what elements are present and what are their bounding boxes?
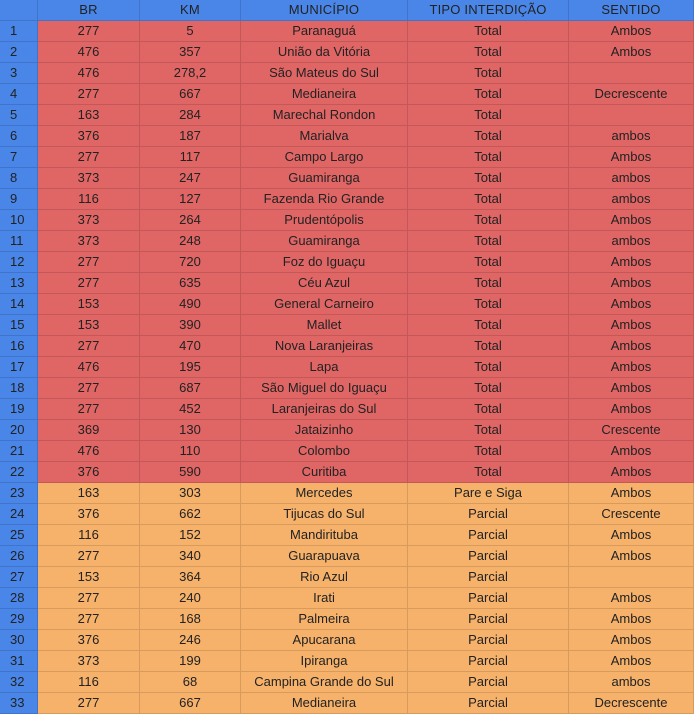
cell-br[interactable]: 277 — [38, 273, 140, 294]
cell-km[interactable]: 110 — [140, 441, 241, 462]
cell-km[interactable]: 5 — [140, 21, 241, 42]
cell-municipio[interactable]: Curitiba — [241, 462, 408, 483]
cell-sentido[interactable]: Ambos — [569, 651, 694, 672]
cell-br[interactable]: 277 — [38, 588, 140, 609]
cell-km[interactable]: 187 — [140, 126, 241, 147]
row-number[interactable]: 7 — [0, 147, 38, 168]
cell-br[interactable]: 277 — [38, 609, 140, 630]
cell-sentido[interactable]: Ambos — [569, 21, 694, 42]
cell-br[interactable]: 116 — [38, 525, 140, 546]
cell-br[interactable]: 116 — [38, 672, 140, 693]
cell-municipio[interactable]: Rio Azul — [241, 567, 408, 588]
cell-km[interactable]: 240 — [140, 588, 241, 609]
cell-km[interactable]: 590 — [140, 462, 241, 483]
cell-municipio[interactable]: Campina Grande do Sul — [241, 672, 408, 693]
cell-br[interactable]: 376 — [38, 504, 140, 525]
cell-sentido[interactable]: Crescente — [569, 420, 694, 441]
cell-tipo-interdicao[interactable]: Total — [408, 210, 569, 231]
cell-tipo-interdicao[interactable]: Total — [408, 168, 569, 189]
cell-sentido[interactable]: Ambos — [569, 483, 694, 504]
cell-br[interactable]: 373 — [38, 651, 140, 672]
cell-br[interactable]: 476 — [38, 63, 140, 84]
cell-tipo-interdicao[interactable]: Parcial — [408, 630, 569, 651]
cell-sentido[interactable]: Ambos — [569, 147, 694, 168]
cell-br[interactable]: 373 — [38, 231, 140, 252]
cell-km[interactable]: 278,2 — [140, 63, 241, 84]
column-header-sentido[interactable]: SENTIDO — [569, 0, 694, 21]
cell-municipio[interactable]: São Mateus do Sul — [241, 63, 408, 84]
cell-municipio[interactable]: Mercedes — [241, 483, 408, 504]
cell-km[interactable]: 452 — [140, 399, 241, 420]
row-number[interactable]: 8 — [0, 168, 38, 189]
cell-sentido[interactable]: ambos — [569, 168, 694, 189]
cell-municipio[interactable]: Jataizinho — [241, 420, 408, 441]
row-number[interactable]: 11 — [0, 231, 38, 252]
cell-sentido[interactable] — [569, 63, 694, 84]
cell-sentido[interactable]: ambos — [569, 672, 694, 693]
cell-br[interactable]: 277 — [38, 84, 140, 105]
cell-km[interactable]: 662 — [140, 504, 241, 525]
cell-tipo-interdicao[interactable]: Total — [408, 126, 569, 147]
column-header-municipio[interactable]: MUNICÍPIO — [241, 0, 408, 21]
row-number[interactable]: 26 — [0, 546, 38, 567]
cell-tipo-interdicao[interactable]: Parcial — [408, 588, 569, 609]
row-number[interactable]: 3 — [0, 63, 38, 84]
cell-municipio[interactable]: Laranjeiras do Sul — [241, 399, 408, 420]
cell-tipo-interdicao[interactable]: Parcial — [408, 546, 569, 567]
cell-tipo-interdicao[interactable]: Total — [408, 42, 569, 63]
row-number[interactable]: 15 — [0, 315, 38, 336]
cell-br[interactable]: 369 — [38, 420, 140, 441]
cell-tipo-interdicao[interactable]: Total — [408, 273, 569, 294]
cell-km[interactable]: 247 — [140, 168, 241, 189]
cell-km[interactable]: 667 — [140, 84, 241, 105]
row-number[interactable]: 12 — [0, 252, 38, 273]
cell-municipio[interactable]: Mallet — [241, 315, 408, 336]
cell-sentido[interactable]: Ambos — [569, 441, 694, 462]
cell-municipio[interactable]: Lapa — [241, 357, 408, 378]
row-number[interactable]: 5 — [0, 105, 38, 126]
cell-municipio[interactable]: Medianeira — [241, 693, 408, 714]
cell-municipio[interactable]: Prudentópolis — [241, 210, 408, 231]
row-number[interactable]: 25 — [0, 525, 38, 546]
cell-municipio[interactable]: Marechal Rondon — [241, 105, 408, 126]
cell-municipio[interactable]: Colombo — [241, 441, 408, 462]
cell-municipio[interactable]: São Miguel do Iguaçu — [241, 378, 408, 399]
cell-tipo-interdicao[interactable]: Total — [408, 294, 569, 315]
cell-sentido[interactable] — [569, 105, 694, 126]
cell-km[interactable]: 246 — [140, 630, 241, 651]
cell-km[interactable]: 117 — [140, 147, 241, 168]
row-number[interactable]: 1 — [0, 21, 38, 42]
cell-sentido[interactable]: Crescente — [569, 504, 694, 525]
cell-br[interactable]: 277 — [38, 546, 140, 567]
cell-tipo-interdicao[interactable]: Total — [408, 231, 569, 252]
cell-municipio[interactable]: Palmeira — [241, 609, 408, 630]
row-number[interactable]: 28 — [0, 588, 38, 609]
cell-municipio[interactable]: Guarapuava — [241, 546, 408, 567]
cell-km[interactable]: 470 — [140, 336, 241, 357]
cell-sentido[interactable]: Ambos — [569, 294, 694, 315]
cell-km[interactable]: 248 — [140, 231, 241, 252]
cell-km[interactable]: 635 — [140, 273, 241, 294]
cell-km[interactable]: 68 — [140, 672, 241, 693]
row-number[interactable]: 4 — [0, 84, 38, 105]
cell-km[interactable]: 264 — [140, 210, 241, 231]
cell-tipo-interdicao[interactable]: Parcial — [408, 672, 569, 693]
cell-municipio[interactable]: Guamiranga — [241, 231, 408, 252]
row-number[interactable]: 14 — [0, 294, 38, 315]
cell-municipio[interactable]: União da Vitória — [241, 42, 408, 63]
cell-sentido[interactable]: Decrescente — [569, 84, 694, 105]
cell-sentido[interactable]: Ambos — [569, 273, 694, 294]
cell-sentido[interactable]: Ambos — [569, 378, 694, 399]
cell-br[interactable]: 277 — [38, 693, 140, 714]
cell-tipo-interdicao[interactable]: Total — [408, 462, 569, 483]
cell-municipio[interactable]: Guamiranga — [241, 168, 408, 189]
cell-tipo-interdicao[interactable]: Parcial — [408, 504, 569, 525]
row-number[interactable]: 24 — [0, 504, 38, 525]
cell-sentido[interactable] — [569, 567, 694, 588]
cell-br[interactable]: 153 — [38, 315, 140, 336]
row-number[interactable]: 27 — [0, 567, 38, 588]
cell-sentido[interactable]: Ambos — [569, 210, 694, 231]
cell-br[interactable]: 373 — [38, 210, 140, 231]
cell-br[interactable]: 476 — [38, 357, 140, 378]
cell-municipio[interactable]: Apucarana — [241, 630, 408, 651]
cell-km[interactable]: 199 — [140, 651, 241, 672]
row-number[interactable]: 9 — [0, 189, 38, 210]
cell-tipo-interdicao[interactable]: Parcial — [408, 525, 569, 546]
cell-br[interactable]: 277 — [38, 378, 140, 399]
cell-sentido[interactable]: Ambos — [569, 546, 694, 567]
row-number[interactable]: 23 — [0, 483, 38, 504]
cell-tipo-interdicao[interactable]: Total — [408, 21, 569, 42]
cell-br[interactable]: 376 — [38, 462, 140, 483]
cell-tipo-interdicao[interactable]: Total — [408, 315, 569, 336]
row-number[interactable]: 20 — [0, 420, 38, 441]
row-number[interactable]: 6 — [0, 126, 38, 147]
cell-br[interactable]: 476 — [38, 441, 140, 462]
cell-sentido[interactable]: ambos — [569, 189, 694, 210]
cell-br[interactable]: 277 — [38, 252, 140, 273]
cell-km[interactable]: 357 — [140, 42, 241, 63]
cell-br[interactable]: 373 — [38, 168, 140, 189]
cell-tipo-interdicao[interactable]: Total — [408, 84, 569, 105]
cell-municipio[interactable]: Mandirituba — [241, 525, 408, 546]
cell-sentido[interactable]: Ambos — [569, 315, 694, 336]
column-header-br[interactable]: BR — [38, 0, 140, 21]
cell-km[interactable]: 168 — [140, 609, 241, 630]
cell-km[interactable]: 127 — [140, 189, 241, 210]
cell-km[interactable]: 390 — [140, 315, 241, 336]
cell-km[interactable]: 152 — [140, 525, 241, 546]
cell-sentido[interactable]: ambos — [569, 126, 694, 147]
cell-tipo-interdicao[interactable]: Total — [408, 420, 569, 441]
row-number[interactable]: 17 — [0, 357, 38, 378]
cell-municipio[interactable]: Medianeira — [241, 84, 408, 105]
row-number[interactable]: 2 — [0, 42, 38, 63]
cell-tipo-interdicao[interactable]: Pare e Siga — [408, 483, 569, 504]
cell-sentido[interactable]: Ambos — [569, 336, 694, 357]
cell-sentido[interactable]: Ambos — [569, 525, 694, 546]
cell-tipo-interdicao[interactable]: Parcial — [408, 693, 569, 714]
cell-municipio[interactable]: Marialva — [241, 126, 408, 147]
cell-municipio[interactable]: Irati — [241, 588, 408, 609]
cell-sentido[interactable]: Ambos — [569, 357, 694, 378]
cell-tipo-interdicao[interactable]: Parcial — [408, 567, 569, 588]
cell-tipo-interdicao[interactable]: Total — [408, 336, 569, 357]
cell-sentido[interactable]: ambos — [569, 231, 694, 252]
cell-municipio[interactable]: Campo Largo — [241, 147, 408, 168]
row-number[interactable]: 19 — [0, 399, 38, 420]
cell-municipio[interactable]: Nova Laranjeiras — [241, 336, 408, 357]
cell-sentido[interactable]: Ambos — [569, 588, 694, 609]
row-number[interactable]: 29 — [0, 609, 38, 630]
cell-tipo-interdicao[interactable]: Parcial — [408, 651, 569, 672]
cell-br[interactable]: 153 — [38, 294, 140, 315]
cell-tipo-interdicao[interactable]: Parcial — [408, 609, 569, 630]
row-number[interactable]: 30 — [0, 630, 38, 651]
cell-km[interactable]: 195 — [140, 357, 241, 378]
cell-tipo-interdicao[interactable]: Total — [408, 105, 569, 126]
cell-br[interactable]: 153 — [38, 567, 140, 588]
cell-municipio[interactable]: Paranaguá — [241, 21, 408, 42]
cell-km[interactable]: 284 — [140, 105, 241, 126]
cell-br[interactable]: 277 — [38, 147, 140, 168]
cell-municipio[interactable]: Ipiranga — [241, 651, 408, 672]
cell-sentido[interactable]: Ambos — [569, 462, 694, 483]
row-number[interactable]: 10 — [0, 210, 38, 231]
cell-sentido[interactable]: Ambos — [569, 42, 694, 63]
cell-br[interactable]: 476 — [38, 42, 140, 63]
cell-municipio[interactable]: Fazenda Rio Grande — [241, 189, 408, 210]
column-header-tipo-interdicao[interactable]: TIPO INTERDIÇÃO — [408, 0, 569, 21]
cell-br[interactable]: 163 — [38, 483, 140, 504]
cell-tipo-interdicao[interactable]: Total — [408, 441, 569, 462]
cell-br[interactable]: 277 — [38, 336, 140, 357]
row-number[interactable]: 21 — [0, 441, 38, 462]
row-number[interactable]: 13 — [0, 273, 38, 294]
cell-tipo-interdicao[interactable]: Total — [408, 252, 569, 273]
cell-sentido[interactable]: Ambos — [569, 252, 694, 273]
cell-km[interactable]: 340 — [140, 546, 241, 567]
cell-km[interactable]: 130 — [140, 420, 241, 441]
cell-br[interactable]: 376 — [38, 126, 140, 147]
cell-km[interactable]: 303 — [140, 483, 241, 504]
row-number[interactable]: 18 — [0, 378, 38, 399]
cell-municipio[interactable]: General Carneiro — [241, 294, 408, 315]
cell-sentido[interactable]: Ambos — [569, 399, 694, 420]
cell-sentido[interactable]: Decrescente — [569, 693, 694, 714]
cell-tipo-interdicao[interactable]: Total — [408, 147, 569, 168]
cell-municipio[interactable]: Tijucas do Sul — [241, 504, 408, 525]
cell-tipo-interdicao[interactable]: Total — [408, 378, 569, 399]
cell-km[interactable]: 364 — [140, 567, 241, 588]
cell-km[interactable]: 720 — [140, 252, 241, 273]
column-header-km[interactable]: KM — [140, 0, 241, 21]
cell-br[interactable]: 163 — [38, 105, 140, 126]
row-number[interactable]: 31 — [0, 651, 38, 672]
cell-tipo-interdicao[interactable]: Total — [408, 63, 569, 84]
row-number[interactable]: 22 — [0, 462, 38, 483]
cell-municipio[interactable]: Céu Azul — [241, 273, 408, 294]
cell-br[interactable]: 116 — [38, 189, 140, 210]
cell-tipo-interdicao[interactable]: Total — [408, 189, 569, 210]
cell-br[interactable]: 277 — [38, 21, 140, 42]
cell-sentido[interactable]: Ambos — [569, 609, 694, 630]
cell-km[interactable]: 667 — [140, 693, 241, 714]
cell-km[interactable]: 687 — [140, 378, 241, 399]
cell-br[interactable]: 277 — [38, 399, 140, 420]
cell-tipo-interdicao[interactable]: Total — [408, 357, 569, 378]
cell-municipio[interactable]: Foz do Iguaçu — [241, 252, 408, 273]
cell-br[interactable]: 376 — [38, 630, 140, 651]
row-number[interactable]: 33 — [0, 693, 38, 714]
corner-header[interactable] — [0, 0, 38, 21]
cell-sentido[interactable]: Ambos — [569, 630, 694, 651]
cell-km[interactable]: 490 — [140, 294, 241, 315]
row-number[interactable]: 16 — [0, 336, 38, 357]
row-number[interactable]: 32 — [0, 672, 38, 693]
cell-tipo-interdicao[interactable]: Total — [408, 399, 569, 420]
